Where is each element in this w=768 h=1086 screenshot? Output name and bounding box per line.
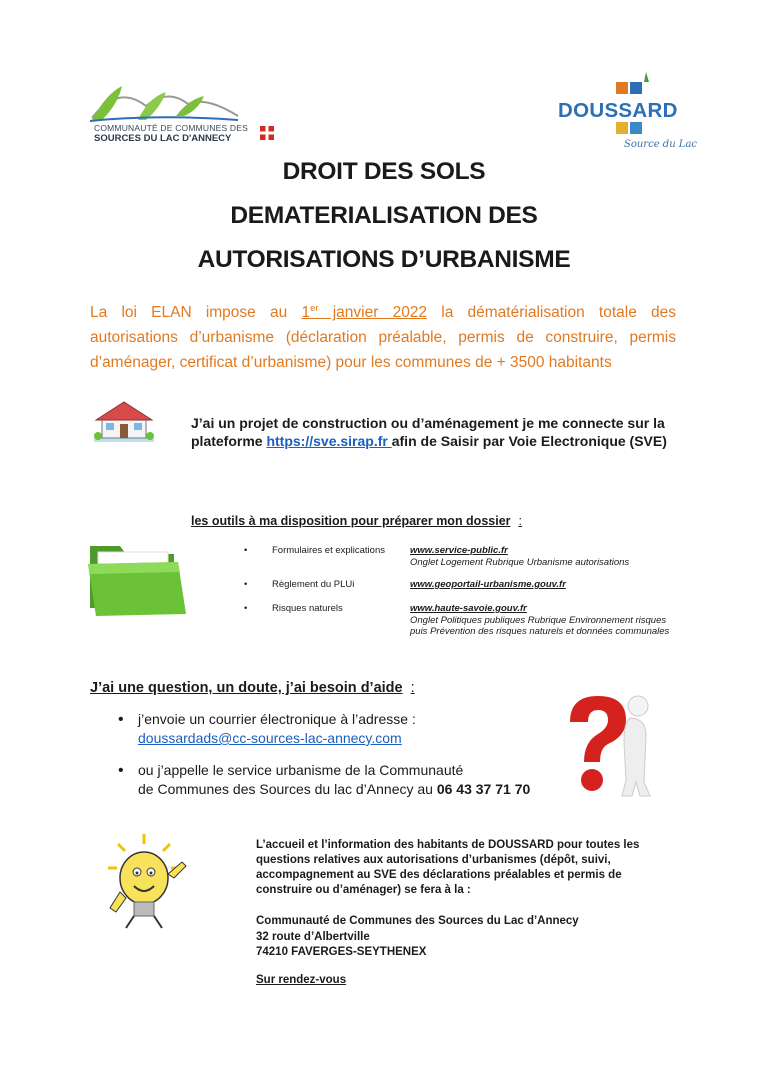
ccsla-logo: [88, 76, 278, 146]
intro-line2: autorisations d’urbanisme (déclaration préalable, permis de construire, permis: [90, 329, 676, 347]
intro-line1: [90, 296, 676, 325]
sve-text-start: J’ai un projet de construction ou d’aménagement je me connecte sur la plateforme: [191, 415, 665, 449]
doussard-tagline: Source du Lac: [624, 139, 698, 150]
org-name-line1: COMMUNAUTÉ DE COMMUNES DES: [94, 123, 248, 133]
intro-line3: d’aménager, certificat d’urbanisme) pour les communes de + 3500 habitants: [90, 354, 612, 372]
haute-savoie-link[interactable]: www.haute-savoie.gouv.fr: [410, 603, 527, 614]
outil-desc: Onglet Politiques publiques Rubrique Environnement risques puis Prévention des risques naturels et données communales: [410, 615, 670, 637]
outils-heading: les outils à ma disposition pour préparer mon dossier :: [191, 514, 522, 528]
intro-text-start: La loi ELAN impose au: [90, 304, 288, 322]
bullet: •: [244, 603, 248, 614]
geoportail-link[interactable]: www.geoportail-urbanisme.gouv.fr: [410, 579, 566, 590]
service-public-link[interactable]: www.service-public.fr: [410, 545, 508, 556]
bullet: •: [118, 762, 124, 779]
title-line2: DEMATERIALISATION DES: [230, 202, 538, 229]
doussard-logo: [556, 68, 702, 158]
outil-label: Règlement du PLUi: [272, 579, 355, 590]
outil-label: Formulaires et explications: [272, 545, 385, 556]
org-name-line2: SOURCES DU LAC D'ANNECY: [94, 133, 232, 144]
sve-paragraph: [191, 414, 681, 450]
house-icon: [92, 398, 156, 444]
intro-paragraph: [90, 296, 676, 375]
address-line3: 74210 FAVERGES-SEYTHENEX: [256, 946, 427, 958]
doussard-emblem-icon: [616, 72, 656, 98]
intro-date: 1er janvier 2022: [301, 303, 428, 322]
lightbulb-icon: [104, 832, 200, 932]
sve-link[interactable]: https://sve.sirap.fr: [266, 433, 392, 449]
doussard-tiles-icon: [616, 122, 656, 136]
bullet: •: [118, 711, 124, 728]
title-line1: DROIT DES SOLS: [282, 158, 486, 185]
address-line2: 32 route d’Albertville: [256, 930, 370, 943]
bullet: •: [244, 579, 248, 590]
intro-text-end: la dématérialisation totale des: [427, 304, 676, 322]
email-link[interactable]: doussardads@cc-sources-lac-annecy.com: [138, 730, 402, 746]
email-line: j’envoie un courrier électronique à l’adresse : doussardads@cc-sources-lac-annecy.com: [138, 711, 416, 746]
rendez-vous-note: Sur rendez-vous: [256, 974, 347, 986]
mountains-logo-icon: [88, 76, 278, 124]
question-heading: J’ai une question, un doute, j’ai besoin d’aide :: [90, 680, 415, 696]
outil-desc: Onglet Logement Rubrique Urbanisme autorisations: [410, 557, 630, 568]
outil-label: Risques naturels: [272, 603, 343, 614]
sve-text-end: afin de Saisir par Voie Electronique (SVE): [391, 433, 667, 449]
doussard-brand: DOUSSARD: [558, 99, 678, 122]
folder-icon: [86, 538, 192, 618]
bullet: •: [244, 545, 248, 556]
phone-number[interactable]: 06 43 37 71 70: [436, 781, 531, 797]
phone-item: [118, 761, 558, 801]
title-line3: AUTORISATIONS D’URBANISME: [197, 246, 571, 273]
question-mark-icon: [560, 692, 660, 802]
accueil-paragraph: L’accueil et l’information des habitants de DOUSSARD pour toutes les questions relatives aux autorisations d’urbanismes (dépôt, suivi, accompagnement au SVE des déclarations préalables et permis de construire ou d’aménager) se fera à la :: [256, 839, 640, 896]
phone-line: ou j’appelle le service urbanisme de la Communauté de Communes des Sources du lac d’Annecy au 06 43 37 71 70: [138, 762, 531, 797]
address-block: [256, 914, 579, 961]
address-line1: Communauté de Communes des Sources du Lac d’Annecy: [256, 915, 579, 927]
savoie-flag-icon: [260, 126, 274, 140]
email-item: [118, 710, 538, 750]
